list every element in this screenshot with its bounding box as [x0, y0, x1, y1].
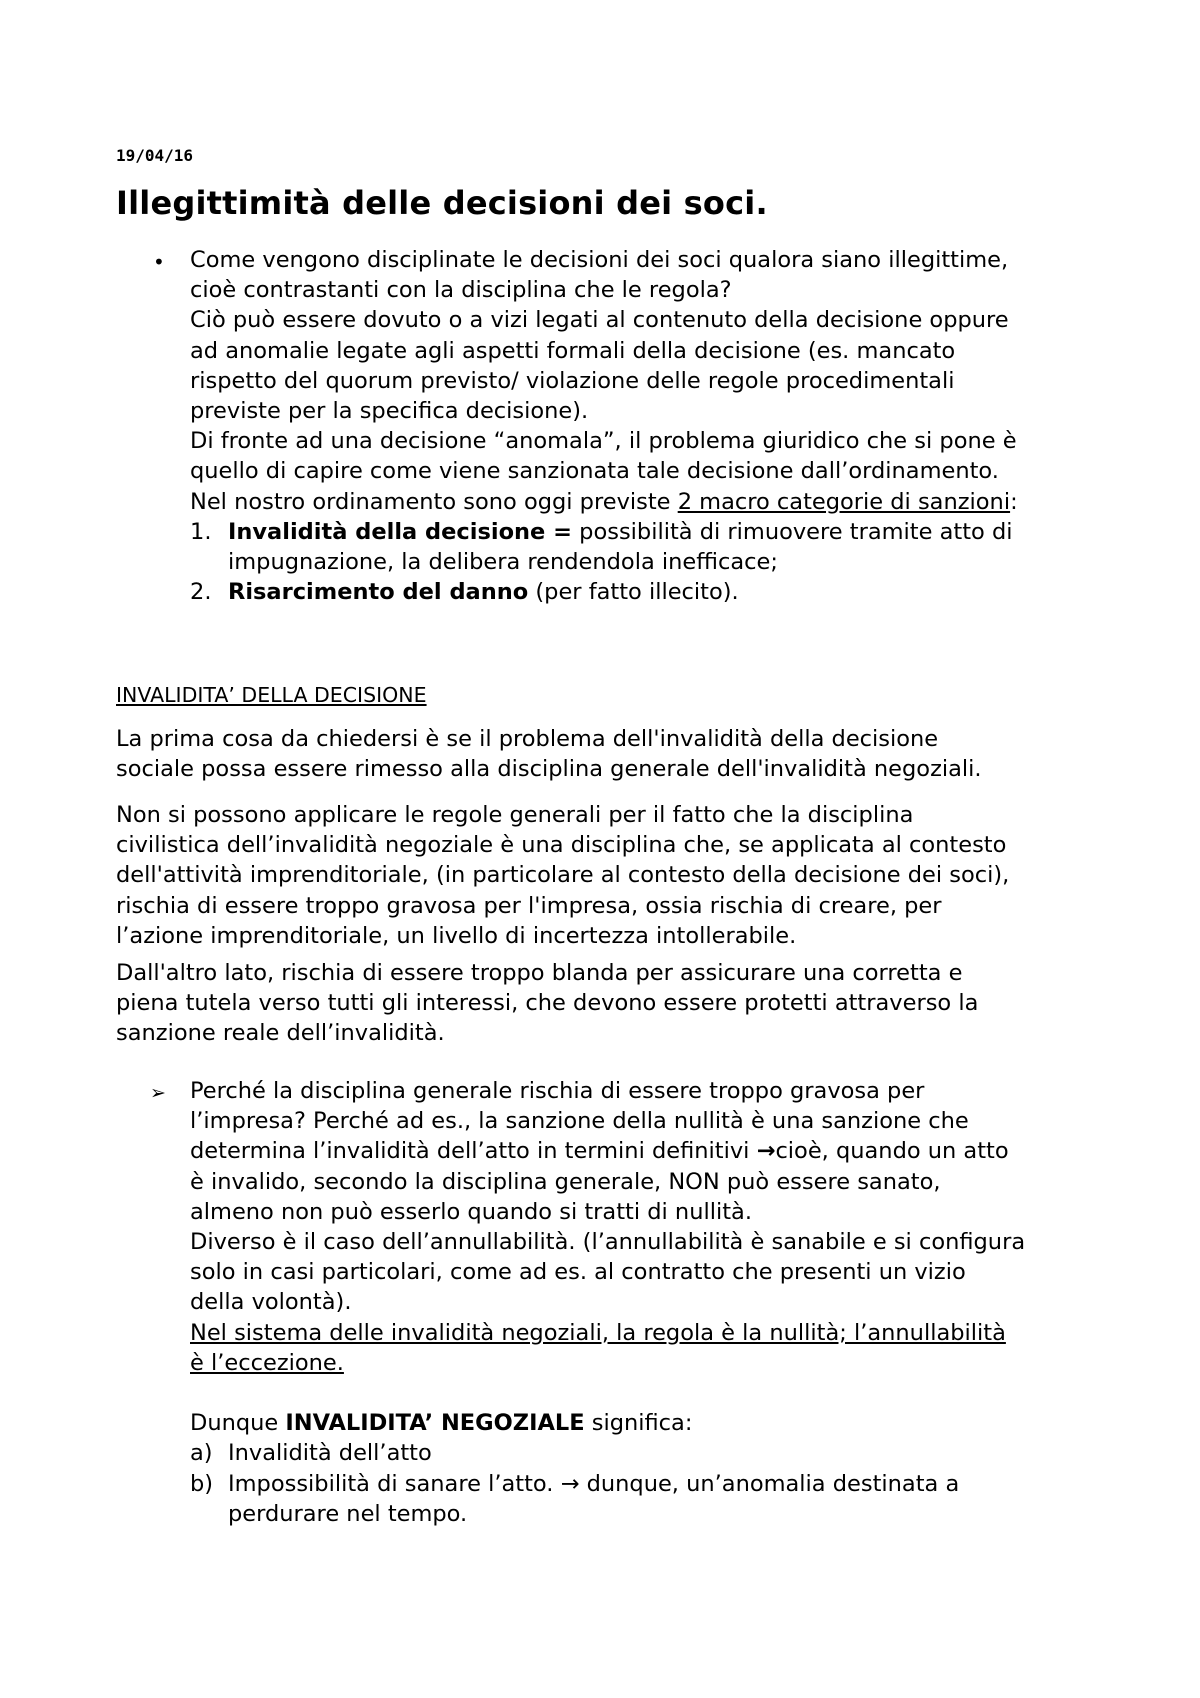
sanctions-underlined: 2 macro categorie di sanzioni	[677, 488, 1011, 515]
intro-line: previste per la specifica decisione).	[190, 398, 589, 425]
arrow-bullet-icon: ➢	[150, 1082, 166, 1104]
blank-line	[190, 1378, 1120, 1408]
intro-bullet-text	[190, 245, 1120, 607]
document-title: Illegittimità delle decisioni dei soci.	[116, 184, 768, 222]
list-letter: b)	[190, 1470, 214, 1497]
intro-line: Di fronte ad una decisione “anomala”, il problema giuridico che si pone è	[190, 428, 1017, 455]
paragraph-1: La prima cosa da chiedersi è se il problema dell'invalidità della decisione sociale possa essere rimesso alla disciplina generale dell'invalidità negoziali.	[116, 726, 982, 783]
dunque-sentence: Dunque INVALIDITA’ NEGOZIALE significa:	[190, 1410, 693, 1437]
intro-line: rispetto del quorum previsto/ violazione delle regole procedimentali	[190, 367, 955, 394]
item-bold-term: Invalidità della decisione =	[228, 518, 573, 545]
paragraph-2: Non si possono applicare le regole generali per il fatto che la disciplina civilistica dell’invalidità negoziale è una disciplina che, se applicata al contesto dell'attività imprenditoriale, (in particolare al contesto della decisione dei soci), rischia di essere troppo gravosa per l'impresa, ossia rischia di creare, per l’azione imprenditoriale, un livello di incertezza intollerabile.	[116, 802, 1010, 949]
bullet-marker: •	[153, 250, 165, 274]
section-heading: INVALIDITA’ DELLA DECISIONE	[116, 683, 427, 707]
list-number: 1.	[190, 518, 212, 545]
lettered-item-b: b) Impossibilità di sanare l’atto. → dunque, un’anomalia destinata a perdurare nel tempo.	[190, 1470, 960, 1527]
item-bold-term: Risarcimento del danno	[228, 579, 529, 606]
arrow-bullet-text: Perché la disciplina generale rischia di essere troppo gravosa per l’impresa? Perché ad es., la sanzione della nullità è una sanzione che determina l’invalidità dell’atto in termini definitivi →cioè, quando un atto è invalido, secondo la disciplina generale, NON può essere sanato, almeno non può esserlo quando si tratti di nullità. Diverso è il caso dell’annullabilità. (l’annullabilità è sanabile e si configura solo in casi particolari, come ad es. al contratto che presenti un vizio della volontà). Nel sistema delle invalidità negoziali, la regola è la nullità; l’annullabilità è l’eccezione. Dunque INVALIDITA’ NEGOZIALE significa: a) Invalidità dell’atto b) Impossibilità di sanare l’atto. → dunque, un’anomalia destinata a perdurare nel tempo.	[190, 1076, 1120, 1529]
intro-line: cioè contrastanti con la disciplina che le regola?	[190, 277, 732, 304]
intro-line: ad anomalie legate agli aspetti formali della decisione (es. mancato	[190, 337, 956, 364]
intro-line: Come vengono disciplinate le decisioni dei soci qualora siano illegittime,	[190, 247, 1009, 273]
numbered-item-2: 2. Risarcimento del danno (per fatto illecito).	[190, 577, 1120, 607]
list-letter: a)	[190, 1440, 213, 1467]
paragraph-3: Dall'altro lato, rischia di essere troppo blanda per assicurare una corretta e piena tutela verso tutti gli interessi, che devono essere protetti attraverso la sanzione reale dell’invalidità.	[116, 960, 979, 1047]
underlined-rule: è l’eccezione.	[190, 1349, 344, 1376]
sanctions-sentence: Nel nostro ordinamento sono oggi previste 2 macro categorie di sanzioni:	[190, 488, 1018, 515]
numbered-item-1: 1. Invalidità della decisione = possibilità di rimuovere tramite atto di impugnazione, la delibera rendendola inefficace;	[190, 518, 1013, 576]
intro-line: quello di capire come viene sanzionata tale decisione dall’ordinamento.	[190, 458, 999, 485]
line-with-inline-arrow: determina l’invalidità dell’atto in termini definitivi →cioè, quando un atto	[190, 1138, 1009, 1165]
right-arrow-icon: →	[560, 1470, 580, 1497]
intro-line: Ciò può essere dovuto o a vizi legati al contenuto della decisione oppure	[190, 307, 1009, 334]
list-number: 2.	[190, 579, 212, 606]
lettered-item-a: a) Invalidità dell’atto	[190, 1438, 1120, 1468]
document-date: 19/04/16	[116, 146, 194, 165]
right-arrow-icon: →	[756, 1138, 776, 1165]
underlined-rule: Nel sistema delle invalidità negoziali, la regola è la nullità; l’annullabilità	[190, 1319, 1006, 1346]
